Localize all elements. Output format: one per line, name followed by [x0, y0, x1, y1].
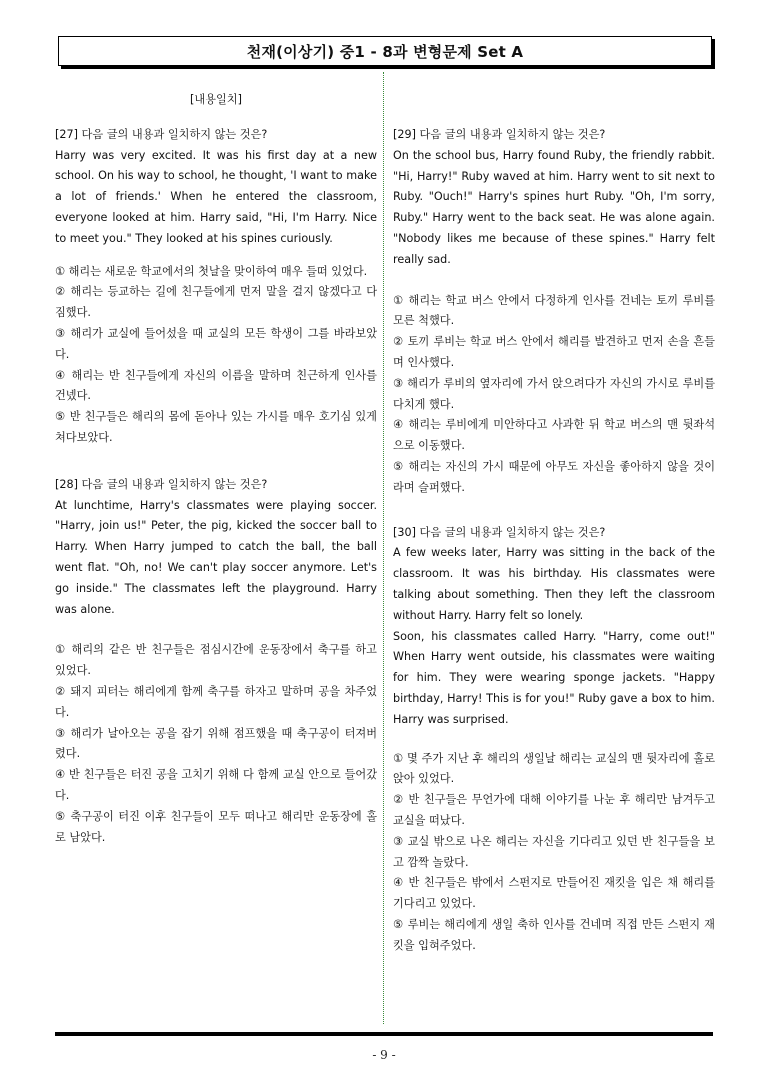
choice-item: ② 돼지 피터는 해리에게 함께 축구를 하자고 말하며 공을 차주었다. [55, 684, 377, 719]
question-30-choices [393, 749, 715, 957]
question-30-head: [30] 다음 글의 내용과 일치하지 않는 것은? [393, 525, 606, 539]
choice-item: ④ 반 친구들은 터진 공을 고치기 위해 다 함께 교실 안으로 들어갔다. [55, 768, 377, 802]
question-29-passage: On the school bus, Harry found Ruby, the friendly rabbit. "Hi, Harry!" Ruby waved at him. Harry went to sit next to Ruby. "Ouch!" Harry's spines hurt Ruby. "Oh, I'm sorry, Ruby." Harry went to the back seat. He was alone again. "Nobody likes me because of these spines." Harry felt really sad. [393, 148, 715, 266]
question-30 [393, 523, 715, 957]
left-column [55, 78, 377, 864]
choice-item: ③ 해리가 날아오는 공을 잡기 위해 점프했을 때 축구공이 터져버렸다. [55, 726, 377, 761]
choice-item: ⑤ 루비는 해리에게 생일 축하 인사를 건네며 직접 만든 스펀지 재킷을 입혀주었다. [393, 917, 715, 952]
choice-item: ③ 교실 밖으로 나온 해리는 자신을 기다리고 있던 반 친구들을 보고 깜짝 놀랐다. [393, 834, 715, 869]
question-27-passage: Harry was very excited. It was his first day at a new school. On his way to school, he thought, 'I want to make a lot of friends.' When he entered the classroom, everyone looked at him. Harry said, "Hi, I'm Harry. Nice to meet you." They looked at his spines curiously. [55, 148, 377, 245]
question-29 [393, 125, 715, 499]
section-label: [내용일치] [190, 93, 242, 106]
question-28 [55, 475, 377, 849]
question-28-head: [28] 다음 글의 내용과 일치하지 않는 것은? [55, 477, 268, 491]
question-27-head: [27] 다음 글의 내용과 일치하지 않는 것은? [55, 127, 268, 141]
choice-item: ② 해리는 등교하는 길에 친구들에게 먼저 말을 걸지 않겠다고 다짐했다. [55, 285, 377, 320]
choice-item: ① 해리는 학교 버스 안에서 다정하게 인사를 건네는 토끼 루비를 모른 척했다. [393, 293, 715, 328]
page-title-text: 천재(이상기) 중1 - 8과 변형문제 Set A [246, 42, 524, 61]
choice-item: ① 해리는 새로운 학교에서의 첫날을 맞이하여 매우 들떠 있었다. [55, 264, 368, 278]
choice-item: ② 반 친구들은 무언가에 대해 이야기를 나눈 후 해리만 남겨두고 교실을 떠났다. [393, 793, 715, 827]
question-30-passage-2: Soon, his classmates called Harry. "Harry, come out!" When Harry went outside, his classmates were waiting for him. They were wearing sponge jackets. "Happy birthday, Harry! This is for you!" Ruby gave a box to him. Harry was surprised. [393, 629, 715, 726]
choice-item: ② 토끼 루비는 학교 버스 안에서 해리를 발견하고 먼저 손을 흔들며 인사했다. [393, 335, 715, 369]
footer-rule [55, 1032, 713, 1036]
question-28-passage: At lunchtime, Harry's classmates were playing soccer. "Harry, join us!" Peter, the pig, kicked the soccer ball to Harry. When Harry jumped to catch the ball, the ball went flat. "Oh, no! We can't play soccer anymore. Let's go inside." The classmates left the playground. Harry was alone. [55, 498, 377, 616]
choice-item: ③ 해리가 교실에 들어섰을 때 교실의 모든 학생이 그를 바라보았다. [55, 326, 377, 361]
choice-item: ③ 해리가 루비의 옆자리에 가서 앉으려다가 자신의 가시로 루비를 다치게 했다. [393, 376, 715, 411]
question-27 [55, 125, 377, 449]
choice-item: ④ 해리는 반 친구들에게 자신의 이름을 말하며 친근하게 인사를 건넸다. [55, 368, 377, 403]
choice-item: ① 몇 주가 지난 후 해리의 생일날 해리는 교실의 맨 뒷자리에 홀로 앉아 있었다. [393, 751, 715, 786]
choice-item: ⑤ 반 친구들은 해리의 몸에 돋아나 있는 가시를 매우 호기심 있게 쳐다보았다. [55, 410, 377, 444]
question-29-choices [393, 291, 715, 499]
choice-item: ④ 해리는 루비에게 미안하다고 사과한 뒤 학교 버스의 맨 뒷좌석으로 이동했다. [393, 418, 715, 453]
question-29-head: [29] 다음 글의 내용과 일치하지 않는 것은? [393, 128, 606, 141]
choice-item: ④ 반 친구들은 밖에서 스펀지로 만들어진 재킷을 입은 채 해리를 기다리고 있었다. [393, 876, 715, 911]
choice-item: ① 해리의 같은 반 친구들은 점심시간에 운동장에서 축구를 하고 있었다. [55, 643, 377, 678]
question-28-choices [55, 640, 377, 848]
choice-item: ⑤ 축구공이 터진 이후 친구들이 모두 떠나고 해리만 운동장에 홀로 남았다. [55, 809, 377, 844]
question-30-passage: A few weeks later, Harry was sitting in the back of the classroom. It was his birthday. His classmates were talking about something. Then they left the classroom without Harry. Harry felt so lonely. [393, 546, 715, 622]
question-27-choices [55, 262, 377, 449]
right-column [393, 78, 715, 972]
column-divider [383, 72, 384, 1024]
page-title [58, 36, 712, 66]
page-number: - 9 - [372, 1048, 396, 1062]
choice-item: ⑤ 해리는 자신의 가시 때문에 아무도 자신을 좋아하지 않을 것이라며 슬퍼했다. [393, 459, 715, 494]
